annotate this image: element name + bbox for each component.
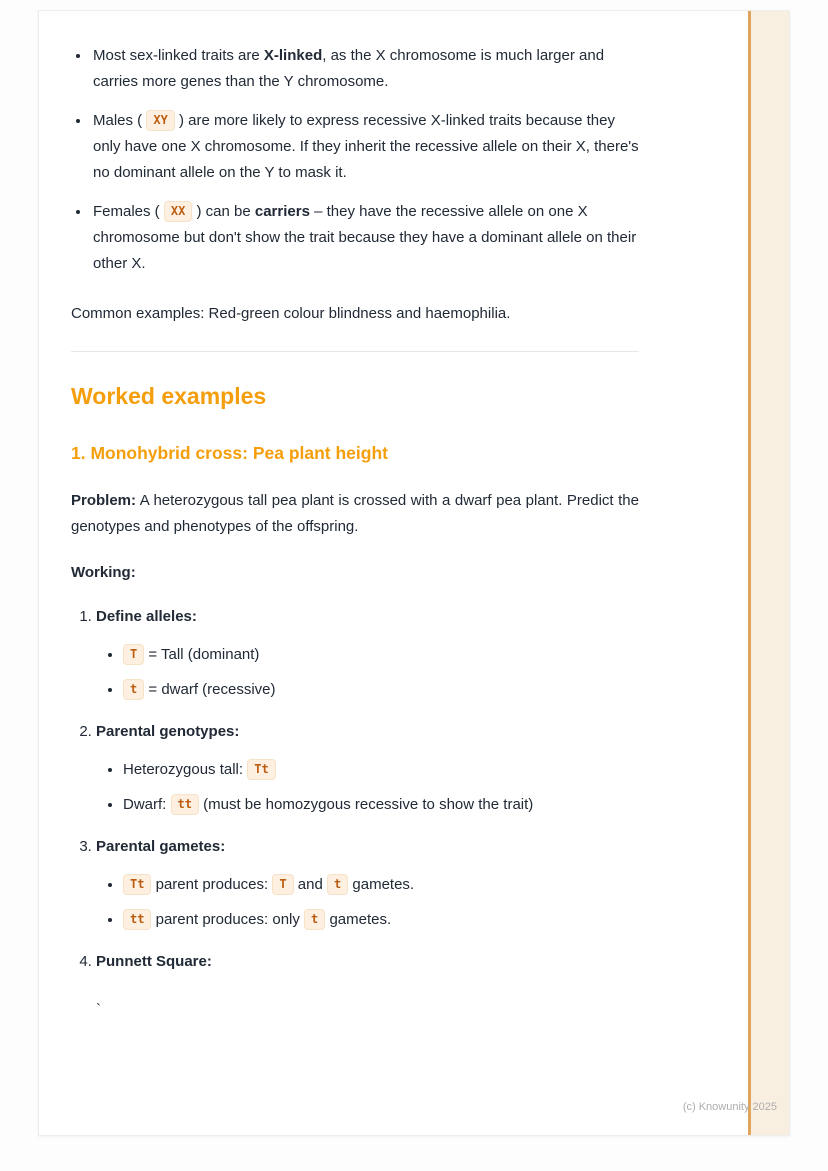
examples-note: Common examples: Red-green colour blindness and haemophilia. bbox=[71, 305, 511, 322]
genotype-badge: t bbox=[327, 874, 348, 895]
working-step bbox=[96, 604, 639, 703]
page-content bbox=[71, 43, 639, 1039]
genotype-badge: XY bbox=[146, 110, 174, 131]
text-run: gametes. bbox=[348, 876, 415, 893]
genotype-badge: t bbox=[123, 679, 144, 700]
step-title: Parental gametes: bbox=[96, 838, 226, 855]
text-run: Heterozygous tall: bbox=[123, 761, 248, 778]
intro-bullet-list bbox=[71, 43, 639, 277]
text-run: (must be homozygous recessive to show the trait) bbox=[198, 796, 534, 813]
genotype-badge: t bbox=[304, 909, 325, 930]
text-run: = dwarf (recessive) bbox=[144, 681, 276, 698]
working-step bbox=[96, 949, 639, 1023]
intro-bullet bbox=[91, 43, 639, 95]
page-edge-band bbox=[751, 11, 789, 1135]
text-run: ) can be bbox=[192, 203, 255, 220]
text-run: gametes. bbox=[325, 911, 392, 928]
document-page bbox=[38, 10, 790, 1136]
section-divider bbox=[71, 351, 639, 352]
bold-text: carriers bbox=[254, 203, 310, 220]
text-run: ) are more likely to express recessive X-linked traits because they only have one X chromosome. If they inherit the recessive allele on their X, there's no dominant allele on the Y to mask it. bbox=[93, 112, 639, 181]
working-steps bbox=[71, 604, 639, 1023]
text-run: Females ( bbox=[93, 203, 164, 220]
bold-text: X-linked bbox=[263, 47, 323, 64]
bold-text: Problem: bbox=[71, 492, 137, 509]
subsection-title: 1. Monohybrid cross: Pea plant height bbox=[71, 443, 388, 463]
step-bullet-list bbox=[96, 756, 639, 818]
step-bullet bbox=[123, 791, 639, 818]
step-bullet bbox=[123, 906, 639, 933]
genotype-badge: tt bbox=[171, 794, 199, 815]
intro-bullet bbox=[91, 108, 639, 186]
problem-statement bbox=[71, 488, 639, 540]
step-bullet bbox=[123, 641, 639, 668]
working-step bbox=[96, 834, 639, 933]
step-title: Parental genotypes: bbox=[96, 723, 240, 740]
text-run: Dwarf: bbox=[123, 796, 171, 813]
genotype-badge: tt bbox=[123, 909, 151, 930]
text-run: parent produces: only bbox=[151, 911, 305, 928]
text-run: parent produces: bbox=[151, 876, 273, 893]
step-bullet bbox=[123, 676, 639, 703]
step-bullet bbox=[123, 756, 639, 783]
genotype-badge: XX bbox=[164, 201, 192, 222]
stray-backtick: ` bbox=[96, 1001, 101, 1018]
working-step bbox=[96, 719, 639, 818]
text-run: and bbox=[293, 876, 327, 893]
step-title: Define alleles: bbox=[96, 608, 197, 625]
text-run: , as the X chromosome is much larger and carries more genes than the Y chromosome. bbox=[93, 47, 605, 90]
step-bullet-list bbox=[96, 871, 639, 933]
text-run: = Tall (dominant) bbox=[144, 646, 260, 663]
intro-bullet bbox=[91, 199, 639, 277]
step-bullet bbox=[123, 871, 639, 898]
text-run: Most sex-linked traits are bbox=[93, 47, 264, 64]
step-title: Punnett Square: bbox=[96, 953, 212, 970]
step-bullet-list bbox=[96, 641, 639, 703]
working-label: Working: bbox=[71, 564, 136, 581]
copyright-footer: (c) Knowunity 2025 bbox=[682, 1101, 777, 1113]
section-title: Worked examples bbox=[71, 383, 267, 409]
text-run: Males ( bbox=[93, 112, 147, 129]
text-run: A heterozygous tall pea plant is crossed with a dwarf pea plant. Predict the genotypes and phenotypes of the offspring. bbox=[71, 492, 639, 535]
genotype-badge: Tt bbox=[123, 874, 151, 895]
genotype-badge: Tt bbox=[247, 759, 275, 780]
text-run: – they have the recessive allele on one X chromosome but don't show the trait because they have a dominant allele on their other X. bbox=[93, 203, 637, 272]
genotype-badge: T bbox=[123, 644, 144, 665]
genotype-badge: T bbox=[272, 874, 293, 895]
page-edge-line bbox=[748, 11, 751, 1135]
